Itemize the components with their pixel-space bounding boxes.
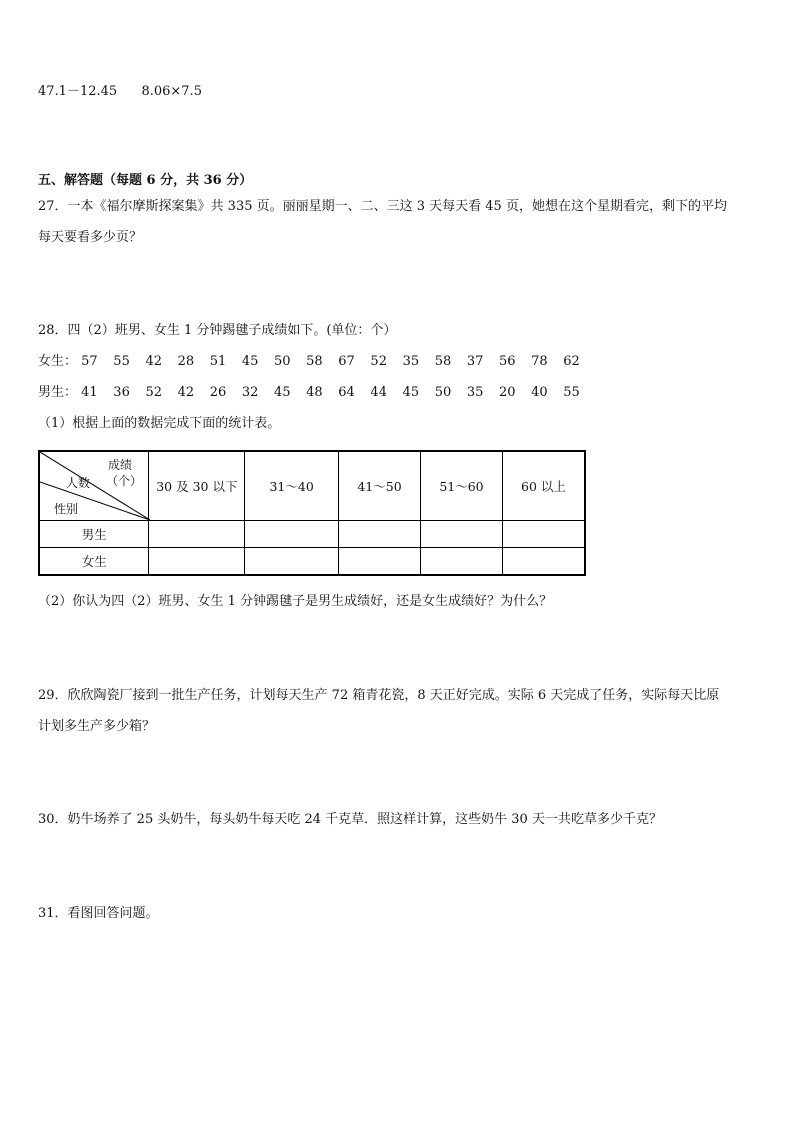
girls-score: 42	[145, 354, 162, 369]
boys-score: 50	[434, 385, 452, 400]
corner-count-label: 人数	[66, 476, 91, 490]
column-header: 51～60	[420, 451, 502, 521]
question-28-part-1: （1）根据上面的数据完成下面的统计表。	[38, 416, 281, 431]
boys-score: 32	[241, 385, 259, 400]
answer-cell[interactable]	[149, 521, 245, 548]
answer-cell[interactable]	[245, 521, 339, 548]
question-29-line-2: 计划多生产多少箱？	[38, 719, 156, 734]
boys-score: 20	[498, 385, 516, 400]
answer-cell[interactable]	[502, 548, 585, 576]
question-30: 30．奶牛场养了 25 头奶牛，每头奶牛每天吃 24 千克草．照这样计算，这些奶牛 30 天一共吃草多少千克？	[38, 812, 662, 827]
boys-score: 52	[145, 385, 162, 400]
calc-expression-1: 47.1－12.45	[38, 84, 118, 99]
boys-score: 42	[177, 385, 195, 400]
boys-scores-row	[38, 384, 591, 402]
statistics-table	[38, 450, 586, 576]
boys-score: 41	[81, 385, 98, 400]
answer-cell[interactable]	[339, 521, 421, 548]
girls-score: 55	[113, 354, 130, 369]
girls-score: 28	[177, 354, 195, 369]
girls-score: 45	[241, 354, 259, 369]
girls-score: 57	[81, 354, 98, 369]
boys-score: 48	[306, 385, 323, 400]
column-header: 60 以上	[502, 451, 585, 521]
girls-score: 58	[306, 354, 323, 369]
question-29-line-1: 29．欣欣陶瓷厂接到一批生产任务，计划每天生产 72 箱青花瓷，8 天正好完成。实际 6 天完成了任务，实际每天比原	[38, 688, 720, 703]
girls-score: 58	[434, 354, 452, 369]
boys-label: 男生：	[38, 385, 78, 400]
girls-score: 50	[274, 354, 291, 369]
answer-cell[interactable]	[420, 548, 502, 576]
corner-gender-label: 性别	[54, 502, 79, 516]
corner-unit-label: （个）	[106, 474, 143, 488]
section-title: 五、解答题（每题 6 分，共 36 分）	[38, 173, 253, 188]
girls-score: 78	[531, 354, 548, 369]
column-header: 30 及 30 以下	[149, 451, 245, 521]
question-31: 31．看图回答问题。	[38, 906, 159, 921]
girls-score: 37	[466, 354, 484, 369]
table-corner-cell	[39, 451, 149, 521]
calc-expression-2: 8.06×7.5	[141, 84, 202, 99]
table-row	[39, 548, 585, 576]
answer-cell[interactable]	[420, 521, 502, 548]
boys-score: 55	[563, 385, 580, 400]
girls-scores-row	[38, 353, 591, 371]
girls-score: 56	[498, 354, 516, 369]
answer-cell[interactable]	[149, 548, 245, 576]
row-header: 男生	[39, 521, 149, 548]
corner-score-label: 成绩	[108, 458, 133, 472]
boys-score: 45	[402, 385, 420, 400]
girls-score: 51	[209, 354, 227, 369]
answer-cell[interactable]	[339, 548, 421, 576]
boys-score: 36	[113, 385, 130, 400]
column-header: 31～40	[245, 451, 339, 521]
row-header: 女生	[39, 548, 149, 576]
boys-score: 64	[338, 385, 355, 400]
girls-score: 35	[402, 354, 420, 369]
top-calculation	[38, 83, 202, 101]
girls-score: 62	[563, 354, 580, 369]
answer-cell[interactable]	[502, 521, 585, 548]
boys-score: 45	[274, 385, 291, 400]
girls-label: 女生：	[38, 354, 78, 369]
girls-score: 67	[338, 354, 355, 369]
question-28-title: 28．四（2）班男、女生 1 分钟踢毽子成绩如下。(单位：个）	[38, 323, 397, 338]
table-row	[39, 521, 585, 548]
question-27-line-2: 每天要看多少页？	[38, 230, 143, 245]
girls-score: 52	[370, 354, 387, 369]
question-27-line-1: 27．一本《福尔摩斯探案集》共 335 页。丽丽星期一、二、三这 3 天每天看 45 页，她想在这个星期看完，剩下的平均	[38, 199, 727, 214]
column-header: 41～50	[339, 451, 421, 521]
boys-score: 40	[531, 385, 548, 400]
answer-cell[interactable]	[245, 548, 339, 576]
boys-score: 44	[370, 385, 387, 400]
boys-score: 35	[466, 385, 484, 400]
table-header-row	[39, 451, 585, 521]
boys-score: 26	[209, 385, 227, 400]
question-28-part-2: （2）你认为四（2）班男、女生 1 分钟踢毽子是男生成绩好，还是女生成绩好？为什么？	[38, 594, 553, 609]
